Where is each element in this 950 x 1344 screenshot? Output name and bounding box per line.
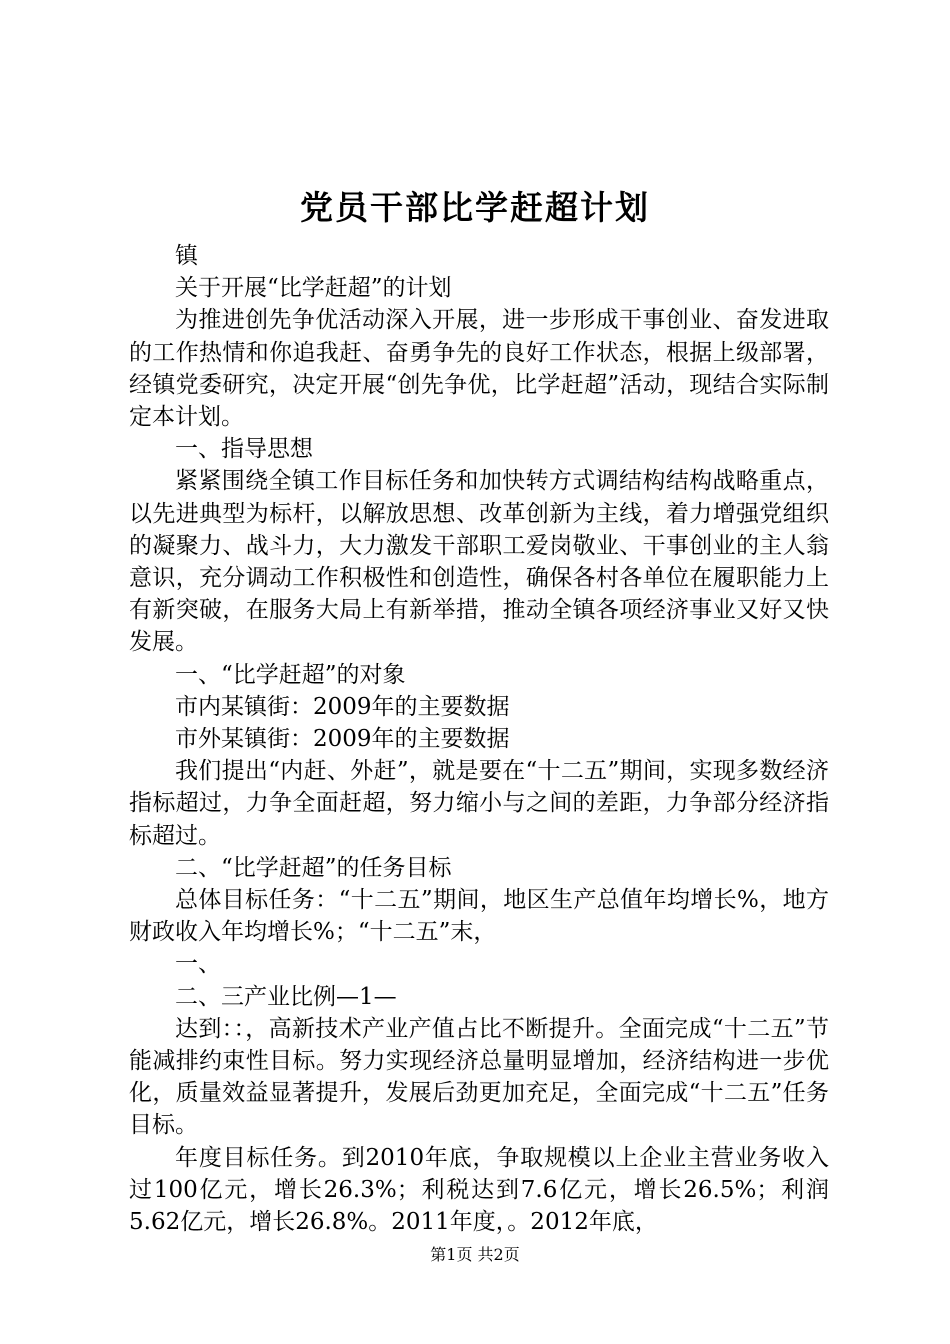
section-heading-task-goals: 二、“比学赶超”的任务目标 bbox=[175, 854, 452, 881]
paragraph-first: 一、 bbox=[175, 951, 221, 978]
paragraph-overall-goals: 总体目标任务：“十二五”期间，地区生产总值年均增长%，地方财政收入年均增长%；“十二五”末， bbox=[129, 887, 829, 946]
page-footer: 第1页 共2页 bbox=[430, 1245, 520, 1264]
paragraph-catch-up: 我们提出“内赶、外赶”，就是要在“十二五”期间，实现多数经济指标超过，力争全面赶超，努力缩小与之间的差距，力争部分经济指标超过。 bbox=[129, 758, 829, 849]
paragraph-industry-ratio: 二、三产业比例—1— bbox=[175, 983, 397, 1010]
paragraph-intro: 为推进创先争优活动深入开展，进一步形成干事创业、奋发进取的工作热情和你追我赶、奋勇争先的良好工作状态，根据上级部署，经镇党委研究，决定开展“创先争优，比学赶超”活动，现结合实际制定本计划。 bbox=[129, 307, 829, 431]
document-body bbox=[129, 240, 829, 1238]
document-title: 党员干部比学赶超计划 bbox=[300, 188, 650, 227]
paragraph-plan-heading: 关于开展“比学赶超”的计划 bbox=[175, 275, 452, 302]
section-heading-guiding-ideology: 一、指导思想 bbox=[175, 436, 313, 463]
paragraph-external-town: 市外某镇街：2009年的主要数据 bbox=[175, 726, 510, 753]
paragraph-guiding-ideology: 紧紧围绕全镇工作目标任务和加快转方式调结构结构战略重点，以先进典型为标杆，以解放思想、改革创新为主线，着力增强党组织的凝聚力、战斗力，大力激发干部职工爱岗敬业、干事创业的主人翁意识，充分调动工作积极性和创造性，确保各村各单位在履职能力上有新突破，在服务大局上有新举措，推动全镇各项经济事业又好又快发展。 bbox=[129, 468, 829, 656]
paragraph-domestic-town: 市内某镇街：2009年的主要数据 bbox=[175, 693, 510, 720]
paragraph-achieve: 达到：：，高新技术产业产值占比不断提升。全面完成“十二五”节能减排约束性目标。努力实现经济总量明显增加，经济结构进一步优化，质量效益显著提升，发展后劲更加充足，全面完成“十二五”任务目标。 bbox=[129, 1015, 829, 1139]
paragraph-annual-goals: 年度目标任务。到2010年底，争取规模以上企业主营业务收入过100亿元，增长26.3%；利税达到7.6亿元，增长26.5%；利润5.62亿元，增长26.8%。2011年度，。2012年底， bbox=[129, 1144, 829, 1236]
paragraph-town: 镇 bbox=[175, 243, 198, 269]
section-heading-targets: 一、“比学赶超”的对象 bbox=[175, 661, 406, 688]
